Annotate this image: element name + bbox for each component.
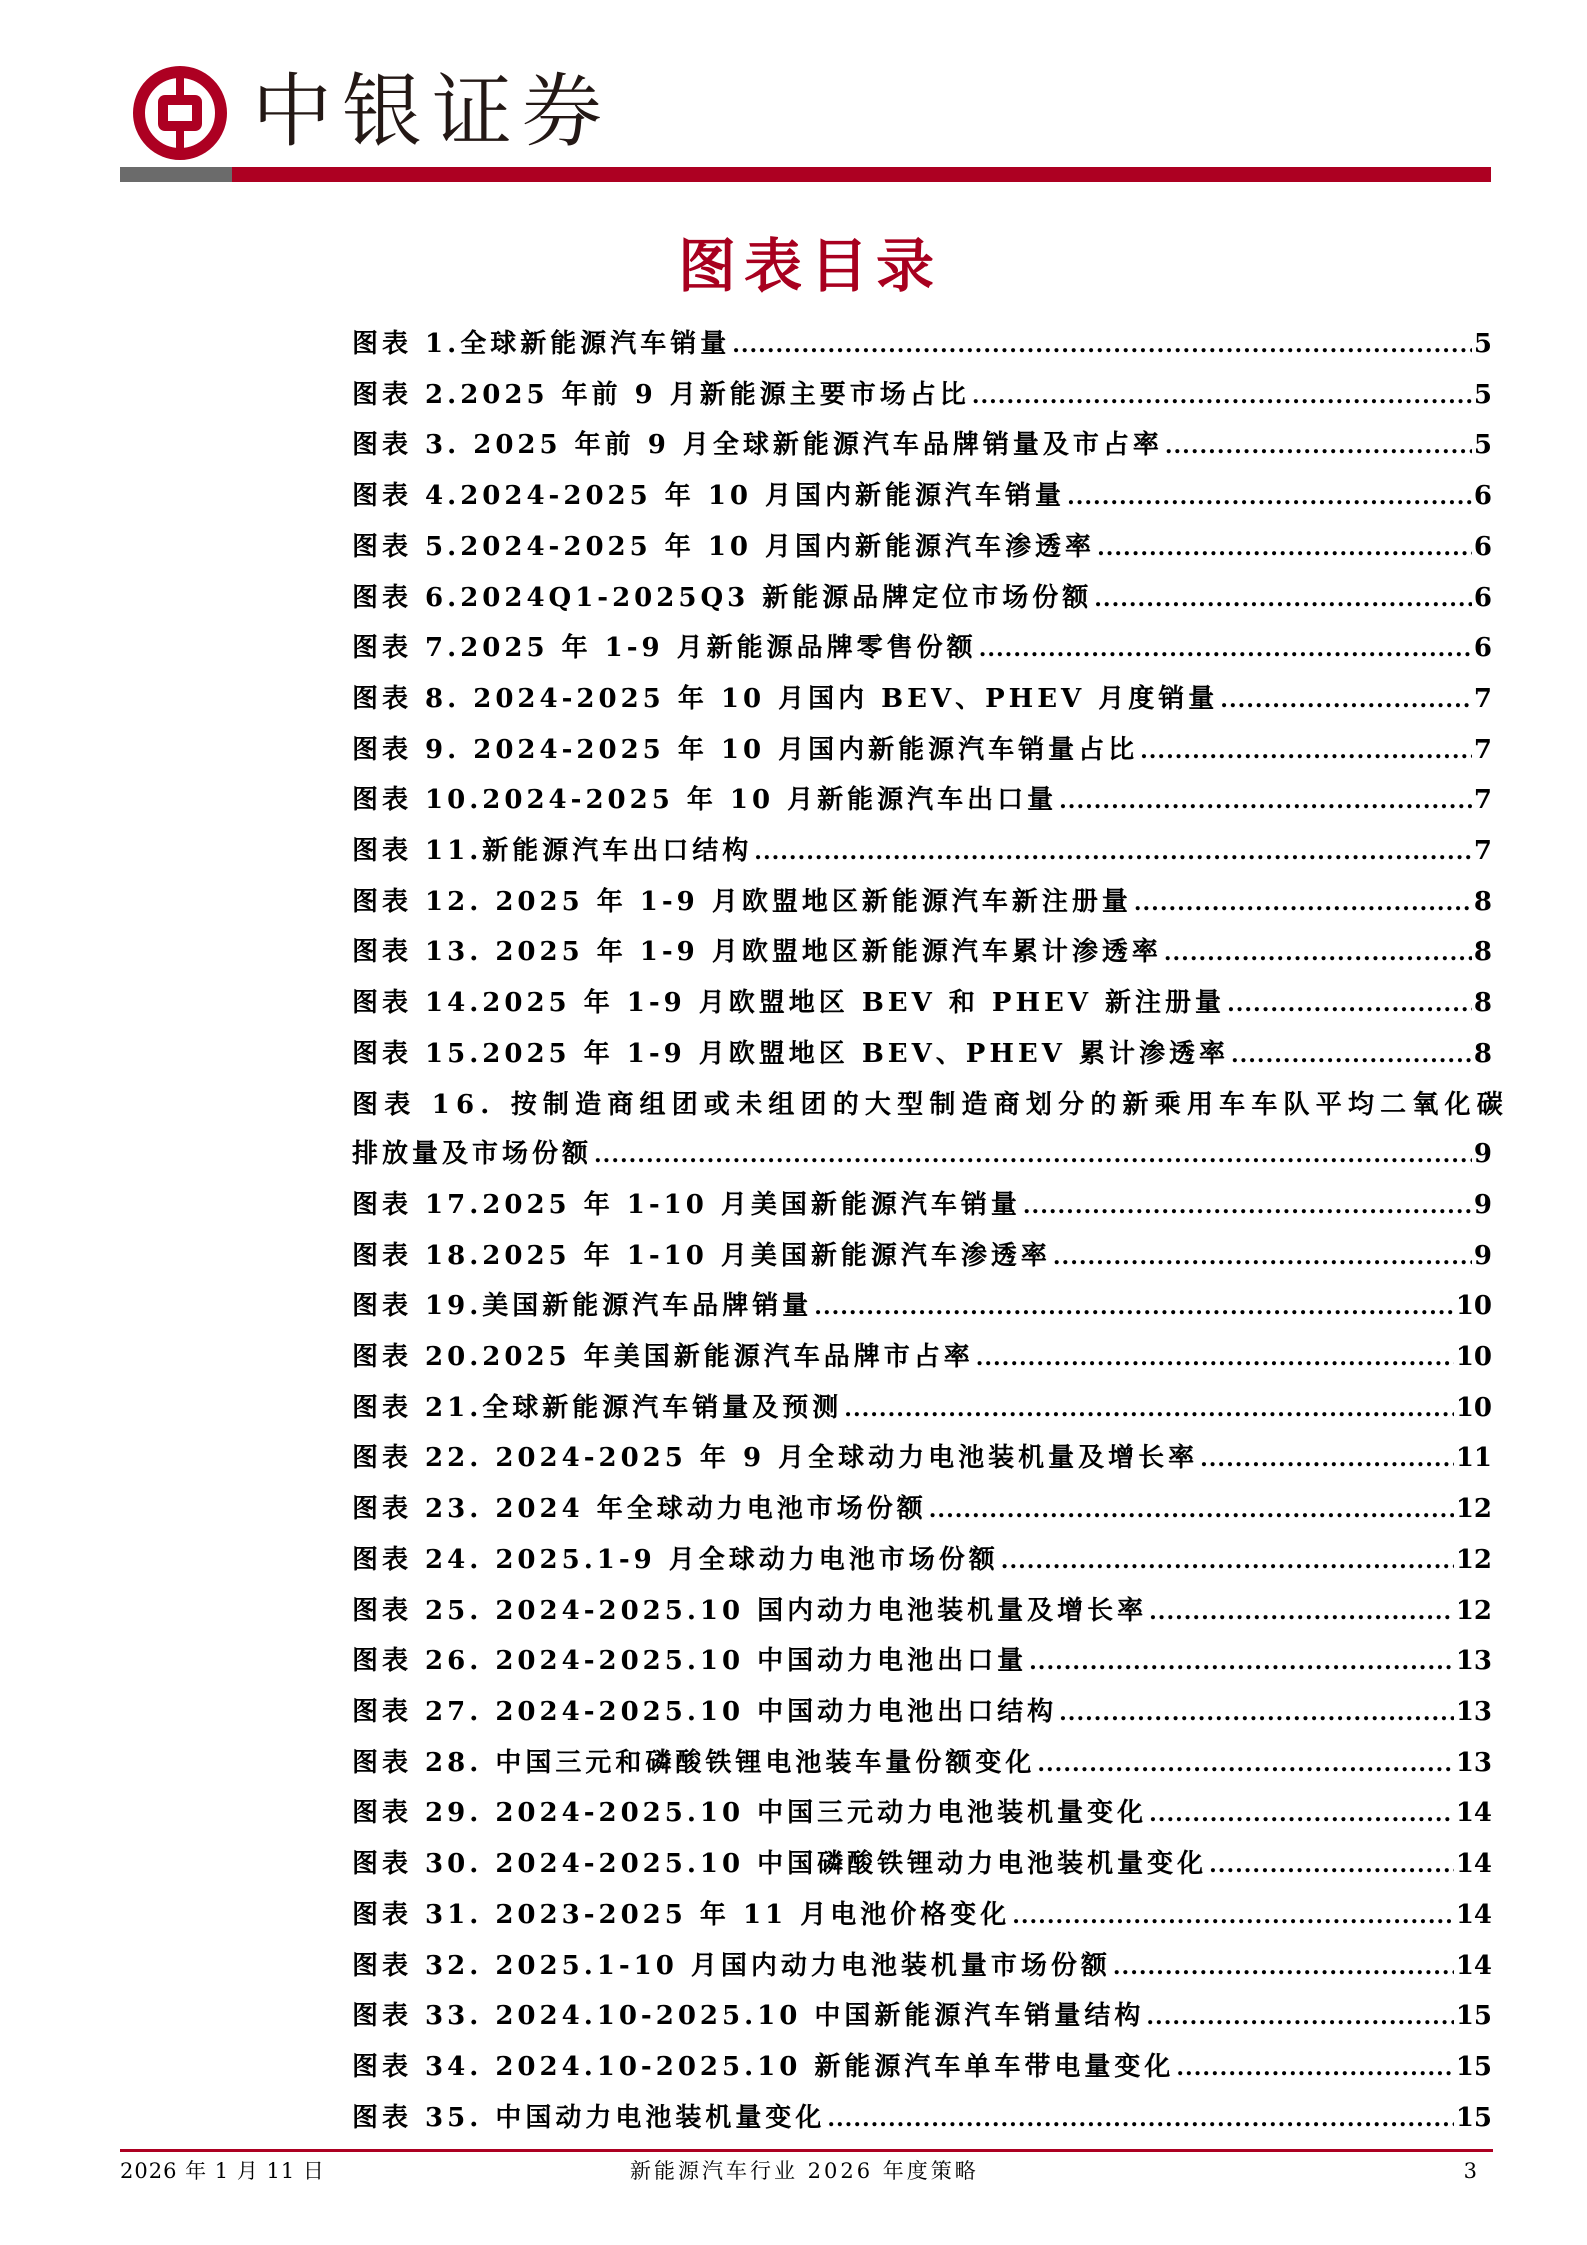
toc-entry-30[interactable] bbox=[352, 1840, 1492, 1891]
toc-entry-9[interactable] bbox=[352, 726, 1492, 777]
toc-entry-label: 图表 15.2025 年 1-9 月欧盟地区 BEV、PHEV 累计渗透率 bbox=[352, 1038, 1229, 1069]
toc-entry-label: 图表 23. 2024 年全球动力电池市场份额 bbox=[352, 1494, 927, 1525]
toc-entry-label: 图表 18.2025 年 1-10 月美国新能源汽车渗透率 bbox=[352, 1240, 1051, 1271]
toc-entry-label: 图表 33. 2024.10-2025.10 中国新能源汽车销量结构 bbox=[352, 2001, 1145, 2032]
dot-leader bbox=[1037, 1740, 1453, 1790]
toc-entry-page: 9 bbox=[1473, 1139, 1492, 1170]
dot-leader bbox=[1176, 2044, 1453, 2094]
toc-entry-label: 图表 17.2025 年 1-10 月美国新能源汽车销量 bbox=[352, 1189, 1021, 1220]
toc-entry-11[interactable] bbox=[352, 827, 1492, 878]
toc-entry-page: 8 bbox=[1473, 1038, 1492, 1069]
toc-entry-page: 8 bbox=[1473, 937, 1492, 968]
toc-entry-page: 15 bbox=[1455, 2102, 1492, 2133]
brand-name: 中银证券 bbox=[252, 65, 612, 158]
dot-leader bbox=[1113, 1943, 1454, 1993]
toc-entry-label: 图表 21.全球新能源汽车销量及预测 bbox=[352, 1392, 843, 1423]
toc-entry-label: 图表 34. 2024.10-2025.10 新能源汽车单车带电量变化 bbox=[352, 2051, 1175, 2082]
dot-leader bbox=[1149, 1588, 1454, 1638]
toc-entry-13[interactable] bbox=[352, 928, 1492, 979]
dot-leader bbox=[979, 625, 1472, 675]
toc-entry-label: 图表 22. 2024-2025 年 9 月全球动力电池装机量及增长率 bbox=[352, 1443, 1199, 1474]
toc-entry-17[interactable] bbox=[352, 1181, 1492, 1232]
dot-leader bbox=[1029, 1638, 1454, 1688]
toc-entry-6[interactable] bbox=[352, 574, 1492, 625]
toc-entry-page: 10 bbox=[1455, 1342, 1492, 1373]
toc-entry-label: 图表 28. 中国三元和磷酸铁锂电池装车量份额变化 bbox=[352, 1747, 1036, 1778]
footer-date: 2026 年 1 月 11 日 bbox=[120, 2159, 325, 2183]
toc-entry-19[interactable] bbox=[352, 1282, 1492, 1333]
dot-leader bbox=[972, 372, 1472, 422]
toc-entry-page: 12 bbox=[1455, 1544, 1492, 1575]
toc-entry-page: 12 bbox=[1455, 1494, 1492, 1525]
toc-entry-21[interactable] bbox=[352, 1384, 1492, 1435]
dot-leader bbox=[814, 1283, 1454, 1333]
header-divider-bar bbox=[120, 167, 1491, 182]
toc-entry-1[interactable] bbox=[352, 320, 1492, 371]
footer-page-number: 3 bbox=[1463, 2159, 1477, 2183]
dot-leader bbox=[732, 321, 1472, 371]
toc-entry-15[interactable] bbox=[352, 1030, 1492, 1081]
toc-entry-page: 10 bbox=[1455, 1392, 1492, 1423]
toc-entry-page: 15 bbox=[1455, 2051, 1492, 2082]
toc-entry-page: 10 bbox=[1455, 1291, 1492, 1322]
toc-entry-20[interactable] bbox=[352, 1333, 1492, 1384]
toc-entry-label: 图表 13. 2025 年 1-9 月欧盟地区新能源汽车累计渗透率 bbox=[352, 937, 1162, 968]
toc-entry-page: 6 bbox=[1473, 582, 1492, 613]
dot-leader bbox=[1209, 1841, 1454, 1891]
toc-entry-label: 图表 30. 2024-2025.10 中国磷酸铁锂动力电池装机量变化 bbox=[352, 1849, 1208, 1880]
toc-entry-label: 图表 14.2025 年 1-9 月欧盟地区 BEV 和 PHEV 新注册量 bbox=[352, 988, 1226, 1019]
toc-entry-27[interactable] bbox=[352, 1688, 1492, 1739]
dot-leader bbox=[1134, 879, 1472, 929]
page-footer bbox=[120, 2154, 1493, 2188]
toc-entry-page: 8 bbox=[1473, 988, 1492, 1019]
dot-leader bbox=[929, 1486, 1454, 1536]
toc-entry-label: 图表 10.2024-2025 年 10 月新能源汽车出口量 bbox=[352, 785, 1058, 816]
toc-entry-page: 14 bbox=[1455, 1849, 1492, 1880]
toc-entry-page: 13 bbox=[1455, 1747, 1492, 1778]
toc-entry-label: 图表 24. 2025.1-9 月全球动力电池市场份额 bbox=[352, 1544, 999, 1575]
toc-entry-page: 5 bbox=[1473, 379, 1492, 410]
toc-entry-label: 图表 1.全球新能源汽车销量 bbox=[352, 329, 731, 359]
dot-leader bbox=[827, 2095, 1453, 2145]
toc-entry-label: 图表 29. 2024-2025.10 中国三元动力电池装机量变化 bbox=[352, 1798, 1148, 1829]
toc-entry-page: 6 bbox=[1473, 481, 1492, 512]
dot-leader bbox=[1023, 1182, 1472, 1232]
toc-entry-label: 图表 2.2025 年前 9 月新能源主要市场占比 bbox=[352, 379, 970, 410]
toc-entry-label: 图表 12. 2025 年 1-9 月欧盟地区新能源汽车新注册量 bbox=[352, 886, 1132, 917]
dot-leader bbox=[1165, 422, 1472, 472]
toc-entry-label: 图表 16. 按制造商组团或未组团的大型制造商划分的新乘用车车队平均二氧化碳 bbox=[352, 1089, 1509, 1120]
toc-entry-page: 9 bbox=[1473, 1240, 1492, 1271]
dot-leader bbox=[976, 1334, 1454, 1384]
toc-entry-23[interactable] bbox=[352, 1485, 1492, 1536]
toc-entry-page: 15 bbox=[1455, 2001, 1492, 2032]
dot-leader bbox=[1164, 929, 1472, 979]
dot-leader bbox=[1097, 524, 1472, 574]
toc-entry-page: 13 bbox=[1455, 1646, 1492, 1677]
toc-entry-page: 6 bbox=[1473, 633, 1492, 664]
toc-entry-label: 图表 35. 中国动力电池装机量变化 bbox=[352, 2102, 826, 2133]
toc-entry-label: 图表 7.2025 年 1-9 月新能源品牌零售份额 bbox=[352, 633, 977, 664]
dot-leader bbox=[1200, 1435, 1454, 1485]
toc-entry-label: 图表 25. 2024-2025.10 国内动力电池装机量及增长率 bbox=[352, 1595, 1148, 1626]
dot-leader bbox=[1001, 1537, 1454, 1587]
dot-leader bbox=[1227, 980, 1472, 1030]
toc-entry-24[interactable] bbox=[352, 1536, 1492, 1587]
toc-entry-2[interactable] bbox=[352, 371, 1492, 422]
dot-leader bbox=[1059, 777, 1472, 827]
toc-entry-16[interactable] bbox=[352, 1081, 1509, 1181]
toc-entry-10[interactable] bbox=[352, 776, 1492, 827]
toc-entry-label: 图表 6.2024Q1-2025Q3 新能源品牌定位市场份额 bbox=[352, 582, 1093, 613]
toc-entry-page: 14 bbox=[1455, 1950, 1492, 1981]
bank-of-china-logo-icon bbox=[132, 65, 228, 161]
toc-list bbox=[352, 320, 1509, 2144]
toc-entry-page: 5 bbox=[1473, 430, 1492, 461]
toc-entry-label: 图表 8. 2024-2025 年 10 月国内 BEV、PHEV 月度销量 bbox=[352, 683, 1219, 714]
toc-entry-label: 图表 11.新能源汽车出口结构 bbox=[352, 836, 753, 867]
toc-entry-22[interactable] bbox=[352, 1434, 1492, 1485]
dot-leader bbox=[1220, 676, 1472, 726]
toc-entry-31[interactable] bbox=[352, 1891, 1492, 1942]
toc-entry-label: 图表 3. 2025 年前 9 月全球新能源汽车品牌销量及市占率 bbox=[352, 430, 1163, 461]
toc-entry-label: 图表 31. 2023-2025 年 11 月电池价格变化 bbox=[352, 1899, 1011, 1930]
toc-entry-26[interactable] bbox=[352, 1637, 1492, 1688]
toc-entry-label: 图表 26. 2024-2025.10 中国动力电池出口量 bbox=[352, 1646, 1028, 1677]
toc-entry-4[interactable] bbox=[352, 472, 1492, 523]
footer-divider bbox=[120, 2149, 1493, 2152]
toc-entry-page: 6 bbox=[1473, 531, 1492, 562]
toc-entry-28[interactable] bbox=[352, 1739, 1492, 1790]
dot-leader bbox=[594, 1131, 1472, 1181]
toc-entry-14[interactable] bbox=[352, 979, 1492, 1030]
toc-entry-page: 11 bbox=[1455, 1443, 1492, 1474]
header-bar-gray-segment bbox=[120, 167, 232, 182]
toc-entry-label: 图表 4.2024-2025 年 10 月国内新能源汽车销量 bbox=[352, 481, 1066, 512]
toc-entry-page: 14 bbox=[1455, 1899, 1492, 1930]
dot-leader bbox=[1140, 727, 1472, 777]
toc-entry-32[interactable] bbox=[352, 1942, 1492, 1993]
dot-leader bbox=[1067, 473, 1472, 523]
toc-entry-label: 图表 32. 2025.1-10 月国内动力电池装机量市场份额 bbox=[352, 1950, 1111, 1981]
toc-entry-page: 13 bbox=[1455, 1696, 1492, 1727]
toc-entry-label: 图表 9. 2024-2025 年 10 月国内新能源汽车销量占比 bbox=[352, 734, 1139, 765]
toc-entry-label-continued: 排放量及市场份额 bbox=[352, 1139, 593, 1170]
toc-entry-8[interactable] bbox=[352, 675, 1492, 726]
toc-entry-18[interactable] bbox=[352, 1232, 1492, 1283]
toc-entry-page: 9 bbox=[1473, 1189, 1492, 1220]
toc-entry-5[interactable] bbox=[352, 523, 1492, 574]
toc-entry-page: 7 bbox=[1473, 785, 1492, 816]
toc-entry-page: 8 bbox=[1473, 886, 1492, 917]
footer-doc-title: 新能源汽车行业 2026 年度策略 bbox=[630, 2159, 979, 2183]
toc-entry-3[interactable] bbox=[352, 421, 1492, 472]
toc-entry-35[interactable] bbox=[352, 2094, 1492, 2145]
toc-entry-12[interactable] bbox=[352, 878, 1492, 929]
toc-entry-page: 14 bbox=[1455, 1798, 1492, 1829]
dot-leader bbox=[844, 1385, 1454, 1435]
toc-entry-label: 图表 5.2024-2025 年 10 月国内新能源汽车渗透率 bbox=[352, 531, 1096, 562]
toc-entry-label: 图表 19.美国新能源汽车品牌销量 bbox=[352, 1291, 813, 1322]
toc-entry-25[interactable] bbox=[352, 1587, 1492, 1638]
toc-entry-page: 7 bbox=[1473, 683, 1492, 714]
dot-leader bbox=[1012, 1892, 1454, 1942]
header-bar-red-segment bbox=[232, 167, 1491, 182]
dot-leader bbox=[1231, 1031, 1472, 1081]
toc-entry-page: 5 bbox=[1473, 329, 1492, 359]
dot-leader bbox=[1146, 1993, 1453, 2043]
toc-entry-34[interactable] bbox=[352, 2043, 1492, 2094]
toc-entry-29[interactable] bbox=[352, 1789, 1492, 1840]
toc-entry-label: 图表 27. 2024-2025.10 中国动力电池出口结构 bbox=[352, 1696, 1058, 1727]
toc-entry-label: 图表 20.2025 年美国新能源汽车品牌市占率 bbox=[352, 1342, 974, 1373]
dot-leader bbox=[1149, 1790, 1454, 1840]
dot-leader bbox=[1059, 1689, 1454, 1739]
toc-entry-33[interactable] bbox=[352, 1992, 1492, 2043]
toc-entry-7[interactable] bbox=[352, 624, 1492, 675]
dot-leader bbox=[1053, 1233, 1472, 1283]
toc-entry-page: 12 bbox=[1455, 1595, 1492, 1626]
dot-leader bbox=[1094, 575, 1472, 625]
toc-entry-page: 7 bbox=[1473, 734, 1492, 765]
toc-entry-page: 7 bbox=[1473, 836, 1492, 867]
dot-leader bbox=[754, 828, 1472, 878]
toc-title: 图表目录 bbox=[677, 232, 942, 300]
